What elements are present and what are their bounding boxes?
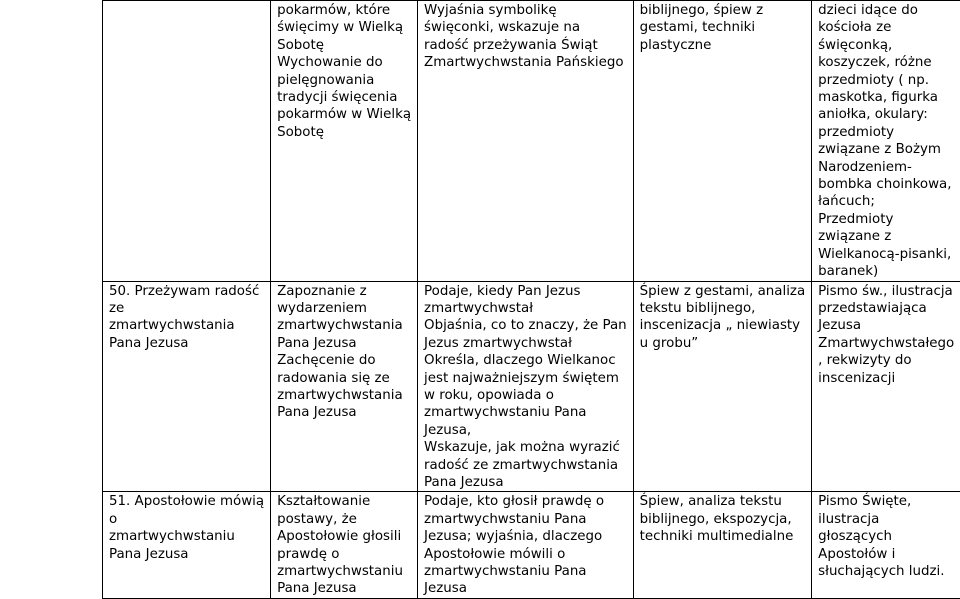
cell-text-line: Pana Jezusa	[277, 404, 411, 421]
cell-text-line: Pana Jezusa	[424, 474, 627, 491]
cell-text-line: o	[109, 511, 264, 528]
cell-text-line: Zachęcenie do	[277, 352, 411, 369]
table-row	[103, 1, 960, 282]
goals-cell	[271, 492, 418, 598]
cell-text-line: ze	[109, 300, 264, 317]
requirements-cell	[418, 281, 634, 492]
cell-text-line: Wychowanie do	[277, 54, 411, 71]
cell-text-line: Jezusa,	[424, 422, 627, 439]
cell-text-line: święconki, wskazuje na	[424, 19, 627, 36]
cell-text-line: zmartwychwstaniu Pana	[424, 563, 627, 580]
requirements-cell	[418, 1, 634, 282]
cell-text-line: Jezusa; wyjaśnia, dlaczego	[424, 528, 627, 545]
cell-text-line: Jezusa	[818, 317, 954, 334]
cell-text-line: jest najważniejszym świętem	[424, 370, 627, 387]
goals-cell	[271, 281, 418, 492]
cell-text-line: 50. Przeżywam radość	[109, 283, 264, 300]
cell-text-line: inscenizacja „ niewiasty	[640, 317, 805, 334]
cell-text-line: gestami, techniki	[640, 19, 805, 36]
cell-text-line: Kształtowanie	[277, 493, 411, 510]
requirements-cell	[418, 492, 634, 598]
cell-text-line: pielęgnowania	[277, 72, 411, 89]
cell-text-line: Pana Jezusa	[109, 335, 264, 352]
cell-text-line: pokarmów w Wielką	[277, 106, 411, 123]
cell-text-line: święconką,	[818, 37, 954, 54]
cell-text-line: Objaśnia, co to znaczy, że Pan	[424, 317, 627, 334]
cell-text-line: święcimy w Wielką	[277, 19, 411, 36]
cell-text-line: koszyczek, różne	[818, 54, 954, 71]
materials-cell	[812, 281, 960, 492]
cell-text-line: radość przeżywania Świąt	[424, 37, 627, 54]
cell-text-line: Wielkanocą-pisanki,	[818, 246, 954, 263]
methods-cell	[633, 492, 811, 598]
cell-text-line: postawy, że	[277, 511, 411, 528]
cell-text-line: Wyjaśnia symbolikę	[424, 2, 627, 19]
cell-text-line: Podaje, kto głosił prawdę o	[424, 493, 627, 510]
cell-text-line: Sobotę	[277, 124, 411, 141]
cell-text-line: Pismo Święte,	[818, 493, 954, 510]
cell-text-line: przedstawiająca	[818, 300, 954, 317]
cell-text-line: zmartwychwstaniu Pana	[424, 511, 627, 528]
cell-text-line: Śpiew z gestami, analiza	[640, 283, 805, 300]
cell-text-line: Śpiew, analiza tekstu	[640, 493, 805, 510]
cell-text-line: maskotka, figurka	[818, 89, 954, 106]
lesson-plan-table	[102, 0, 960, 599]
topic-cell	[103, 492, 271, 598]
cell-text-line: zmartwychwstał	[424, 300, 627, 317]
cell-text-line: Określa, dlaczego Wielkanoc	[424, 352, 627, 369]
cell-text-line: zmartwychwstaniu Pana	[424, 404, 627, 421]
cell-text-line: Zmartwychwstania Pańskiego	[424, 54, 627, 71]
cell-text-line: Podaje, kiedy Pan Jezus	[424, 283, 627, 300]
cell-text-line: baranek)	[818, 263, 954, 280]
cell-text-line: Apostołów i	[818, 546, 954, 563]
table-body	[103, 1, 960, 599]
cell-text-line: Jezusa	[424, 580, 627, 597]
cell-text-line: radowania się ze	[277, 370, 411, 387]
cell-text-line: techniki multimedialne	[640, 528, 805, 545]
cell-text-line: słuchających ludzi.	[818, 563, 954, 580]
methods-cell	[633, 1, 811, 282]
cell-text-line: przedmioty ( np.	[818, 72, 954, 89]
cell-text-line: Pana Jezusa	[109, 546, 264, 563]
goals-cell	[271, 1, 418, 282]
cell-text-line: w roku, opowiada o	[424, 387, 627, 404]
cell-text-line: głoszących	[818, 528, 954, 545]
cell-text-line: Pana Jezusa	[277, 580, 411, 597]
cell-text-line: radość ze zmartwychwstania	[424, 457, 627, 474]
cell-text-line: wydarzeniem	[277, 300, 411, 317]
cell-text-line: tekstu biblijnego,	[640, 300, 805, 317]
table-row	[103, 492, 960, 598]
materials-cell	[812, 492, 960, 598]
cell-text-line: bombka choinkowa,	[818, 176, 954, 193]
cell-text-line: Przedmioty	[818, 211, 954, 228]
cell-text-line: 51. Apostołowie mówią	[109, 493, 264, 510]
cell-text-line: Sobotę	[277, 37, 411, 54]
cell-text-line: dzieci idące do	[818, 2, 954, 19]
cell-text-line: Apostołowie głosili	[277, 528, 411, 545]
cell-text-line: zmartwychwstaniu	[109, 528, 264, 545]
cell-text-line: kościoła ze	[818, 19, 954, 36]
cell-text-line: aniołka, okulary:	[818, 106, 954, 123]
cell-text-line: u grobu”	[640, 335, 805, 352]
cell-text-line: , rekwizyty do	[818, 352, 954, 369]
cell-text-line: związane z	[818, 228, 954, 245]
methods-cell	[633, 281, 811, 492]
cell-text-line: Pismo św., ilustracja	[818, 283, 954, 300]
cell-text-line: zmartwychwstania	[109, 317, 264, 334]
topic-cell	[103, 1, 271, 282]
cell-text-line: Apostołowie mówili o	[424, 546, 627, 563]
cell-text-line: pokarmów, które	[277, 2, 411, 19]
cell-text-line: Narodzeniem-	[818, 159, 954, 176]
cell-text-line: Wskazuje, jak można wyrazić	[424, 439, 627, 456]
cell-text-line: ilustracja	[818, 511, 954, 528]
cell-text-line: biblijnego, śpiew z	[640, 2, 805, 19]
cell-text-line: związane z Bożym	[818, 141, 954, 158]
table-row	[103, 281, 960, 492]
cell-text-line: Zapoznanie z	[277, 283, 411, 300]
cell-text-line: zmartwychwstaniu	[277, 563, 411, 580]
cell-text-line: Jezus zmartwychwstał	[424, 335, 627, 352]
cell-text-line: prawdę o	[277, 546, 411, 563]
cell-text-line: tradycji święcenia	[277, 89, 411, 106]
cell-text-line: przedmioty	[818, 124, 954, 141]
cell-text-line: zmartwychwstania	[277, 387, 411, 404]
topic-cell	[103, 281, 271, 492]
materials-cell	[812, 1, 960, 282]
cell-text-line: plastyczne	[640, 37, 805, 54]
cell-text-line: Pana Jezusa	[277, 335, 411, 352]
cell-text-line: Zmartwychwstałego	[818, 335, 954, 352]
cell-text-line: zmartwychwstania	[277, 317, 411, 334]
cell-text-line: biblijnego, ekspozycja,	[640, 511, 805, 528]
cell-text-line: łańcuch;	[818, 193, 954, 210]
cell-text-line: inscenizacji	[818, 370, 954, 387]
